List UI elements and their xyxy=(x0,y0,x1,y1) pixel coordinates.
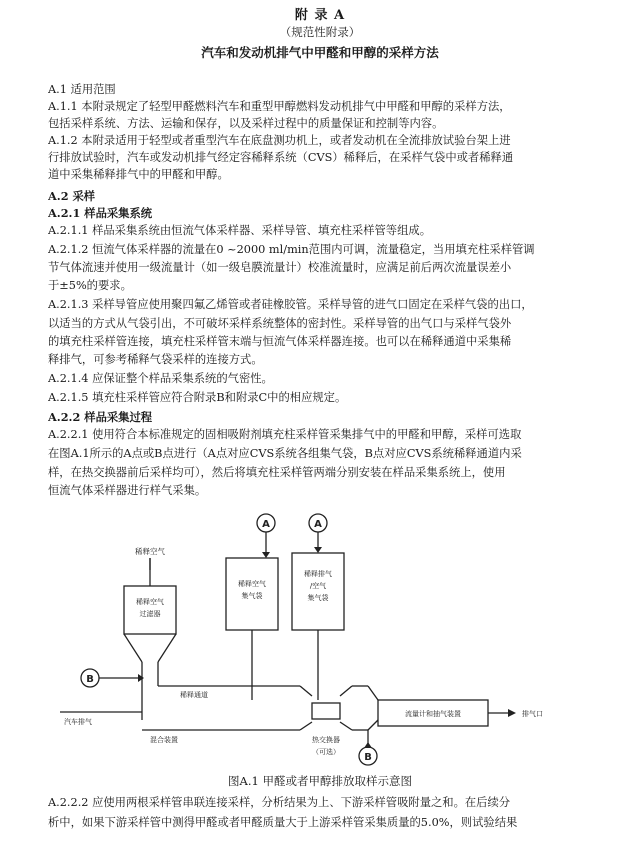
text-line: A.2.2 样品采集过程 xyxy=(48,410,153,424)
text-line: 包括采样系统、方法、运输和保存，以及采样过程中的质量保证和控制等内容。 xyxy=(48,117,444,130)
text-line: 节气体流速并使用一级流量计（如一级皂膜流量计）校准流量时，应满足前后两次流量误差小 xyxy=(48,261,512,274)
heat-exchanger-label-1: 热交换器 xyxy=(312,736,340,744)
text-line: 行排放试验时，汽车或发动机排气经定容稀释系统（CVS）稀释后，在采样气袋中或者稀释通 xyxy=(48,151,514,164)
point-b-label-1: B xyxy=(86,674,94,685)
diluted-exhaust-bag-label-2: /空气 xyxy=(309,582,327,590)
mixing-device-label: 混合装置 xyxy=(150,736,178,744)
text-line: 释排气，可参考稀释气袋采样的连接方式。 xyxy=(48,353,263,366)
point-a-label-2: A xyxy=(314,519,322,530)
appendix-title: 附 录 A xyxy=(294,8,346,23)
diluted-exhaust-bag-label-3: 集气袋 xyxy=(307,594,329,602)
text-line: A.1.1 本附录规定了轻型甲醛燃料汽车和重型甲醇燃料发动机排气中甲醛和甲醇的采样方法， xyxy=(48,100,511,113)
heat-exchanger-label-2: （可选） xyxy=(312,748,340,756)
dilution-air-bag-label-2: 集气袋 xyxy=(241,592,263,600)
dilution-air-filter-label-1: 稀释空气 xyxy=(136,598,164,606)
appendix-type: （规范性附录） xyxy=(279,25,361,39)
text-line: A.2.1.1 样品采集系统由恒流气体采样器、采样导管、填充柱采样管等组成。 xyxy=(48,224,431,237)
point-a-label-1: A xyxy=(262,519,270,530)
diluted-exhaust-bag-label-1: 稀释排气 xyxy=(304,570,332,578)
text-line: 于±5%的要求。 xyxy=(48,279,132,292)
diluted-exhaust-bag-box xyxy=(292,553,344,630)
text-line: A.2.2.2 应使用两根采样管串联连接采样，分析结果为上、下游采样管吸附量之和。在后续分 xyxy=(48,796,511,809)
text-line: A.1.2 本附录适用于轻型或者重型汽车在底盘测功机上，或者发动机在全流排放试验台架上进 xyxy=(48,134,511,147)
text-line: A.2.2.1 使用符合本标准规定的固相吸附剂填充柱采样管采集排气中的甲醛和甲醇，采样可选取 xyxy=(48,428,522,441)
dilution-air-bag-label-1: 稀释空气 xyxy=(238,580,266,588)
heat-exchanger-box xyxy=(312,703,340,719)
text-line: 恒流气体采样器进行样气采集。 xyxy=(48,484,207,497)
appendix-heading: 汽车和发动机排气中甲醛和甲醇的采样方法 xyxy=(201,45,439,60)
text-line: A.1 适用范围 xyxy=(48,83,116,96)
text-line: 的填充柱采样管连接，填充柱采样管末端与恒流气体采样器连接。也可以在稀释通道中采集稀 xyxy=(48,335,512,348)
text-line: 析中，如果下游采样管中测得甲醛或者甲醛质量大于上游采样管采集质量的5.0%，则试验结果 xyxy=(48,816,518,829)
dilution-air-label: 稀释空气 xyxy=(135,547,165,556)
dilution-air-filter-label-2: 过滤器 xyxy=(139,610,161,618)
text-line: A.2.1 样品采集系统 xyxy=(48,206,153,220)
text-line: 以适当的方式从气袋引出，不可破坏采样系统整体的密封性。采样导管的出气口与采样气袋外 xyxy=(48,317,512,330)
text-line: 在图A.1所示的A点或B点进行（A点对应CVS系统各组集气袋，B点对应CVS系统稀释通道内采 xyxy=(48,447,522,460)
flow-meter-label: 流量计和抽气装置 xyxy=(405,710,461,718)
text-line: A.2.1.4 应保证整个样品采集系统的气密性。 xyxy=(48,372,273,385)
point-b-label-2: B xyxy=(364,752,372,763)
text-line: 样，在热交换器前后采样均可），然后将填充柱采样管两端分别安装在样品采集系统上，使用 xyxy=(48,466,506,479)
text-line: A.2 采样 xyxy=(48,189,96,203)
dilution-tunnel-label: 稀释通道 xyxy=(180,691,208,699)
text-line: A.2.1.2 恒流气体采样器的流量在0 ~2000 ml/min范围内可调，流量稳定，当用填充柱采样管调 xyxy=(48,243,535,256)
figure-caption: 图A.1 甲醛或者甲醇排放取样示意图 xyxy=(228,774,412,788)
text-line: A.2.1.5 填充柱采样管应符合附录B和附录C中的相应规定。 xyxy=(48,391,347,404)
vent-label: 排气口 xyxy=(522,710,543,718)
text-line: 道中采集稀释排气中的甲醛和甲醇。 xyxy=(48,168,229,181)
text-line: A.2.1.3 采样导管应使用聚四氟乙烯管或者硅橡胶管。采样导管的进气口固定在采样气袋的出口， xyxy=(48,298,533,311)
vehicle-exhaust-label: 汽车排气 xyxy=(64,718,92,726)
